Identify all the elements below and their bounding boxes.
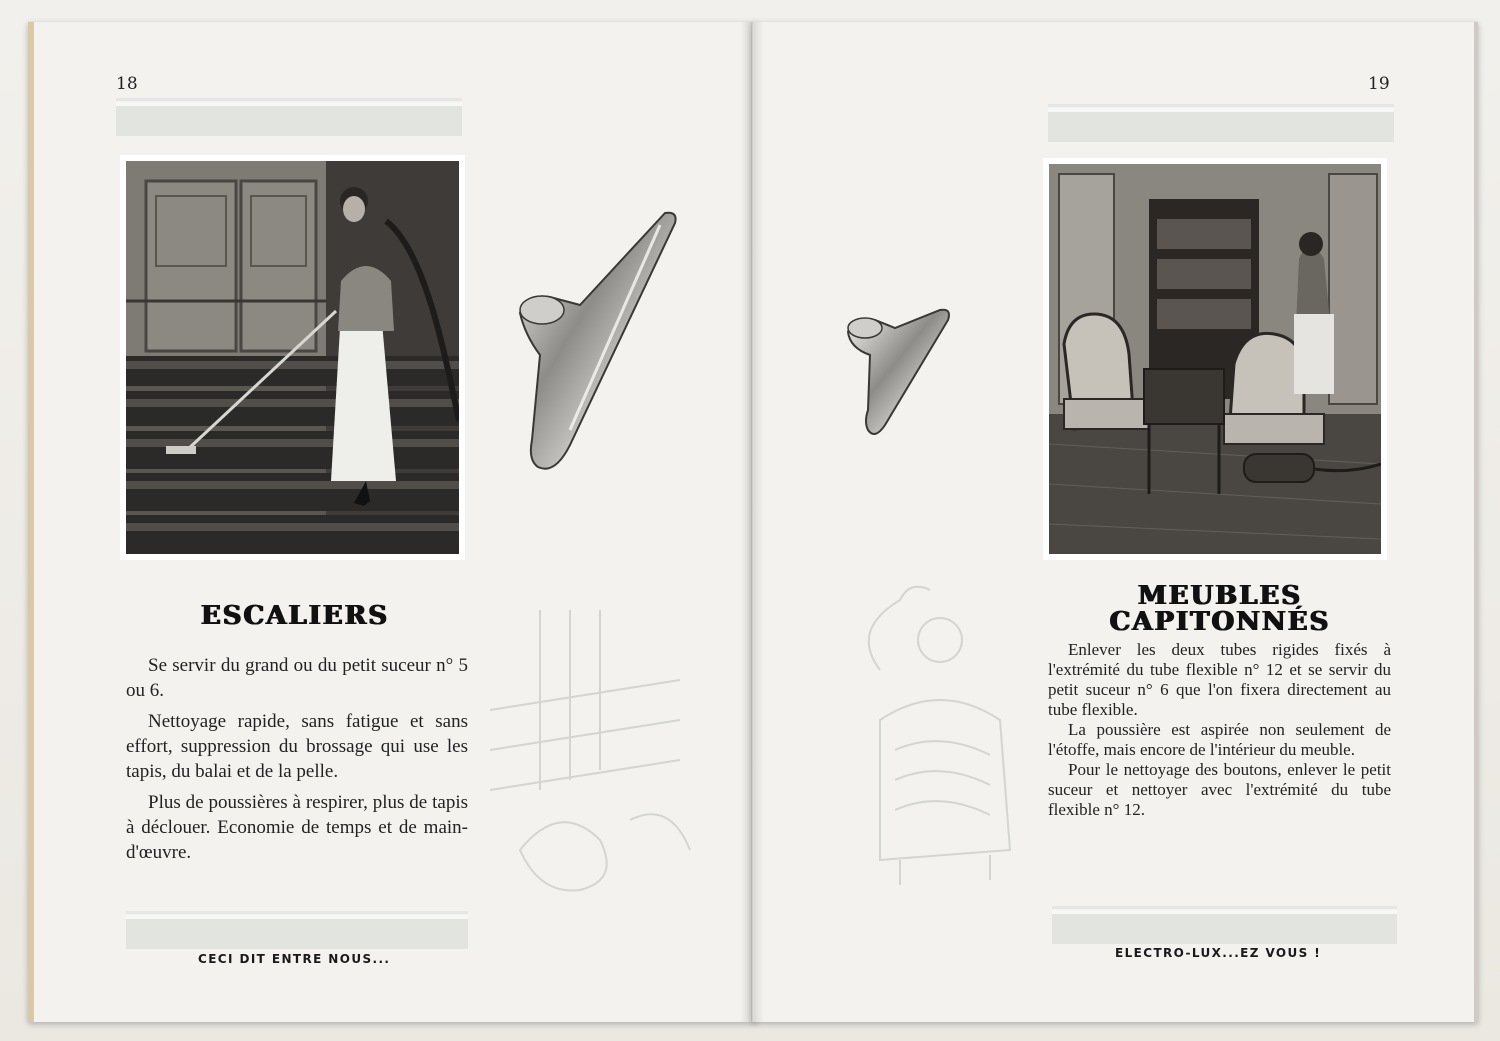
escaliers-paragraph: Se servir du grand ou du petit suceur n° 5 ou 6. bbox=[126, 655, 468, 701]
faded-stairs-sketch bbox=[480, 590, 710, 910]
page-number-left: 18 bbox=[116, 74, 138, 94]
header-band-right bbox=[1048, 108, 1394, 142]
meubles-paragraph: Enlever les deux tubes rigides fixés à l'extrémité du tube flexible n° 12 et se servir du petit suceur n° 6 que l'on fixera directement au tube flexible. bbox=[1048, 640, 1391, 719]
meubles-paragraph: La poussière est aspirée non seulement de l'étoffe, mais encore de l'intérieur du meuble. bbox=[1048, 720, 1391, 759]
book-gutter bbox=[740, 22, 764, 1022]
stairs-photo bbox=[120, 155, 465, 560]
escaliers-paragraph: Nettoyage rapide, sans fatigue et sans effort, suppression du brossage qui use les tapis, du balai et de la pelle. bbox=[126, 711, 468, 782]
header-band-left bbox=[116, 102, 462, 136]
page-number-right: 19 bbox=[1368, 74, 1390, 94]
faded-armchair-sketch bbox=[840, 570, 1040, 900]
escaliers-paragraph: Plus de poussières à respirer, plus de tapis à déclouer. Economie de temps et de main-d'œuvre. bbox=[126, 792, 468, 863]
meubles-paragraph: Pour le nettoyage des boutons, enlever le petit suceur et nettoyer avec l'extrémité du tube flexible n° 12. bbox=[1048, 760, 1391, 819]
footer-slogan-left: CECI DIT ENTRE NOUS... bbox=[198, 952, 391, 966]
small-nozzle-illustration bbox=[840, 300, 955, 440]
footer-band-left bbox=[126, 915, 468, 949]
armchair-photo bbox=[1043, 158, 1387, 560]
footer-slogan-right: ELECTRO-LUX...EZ VOUS ! bbox=[1115, 946, 1322, 960]
heading-escaliers: ESCALIERS bbox=[200, 601, 390, 631]
heading-meubles: MEUBLES bbox=[1137, 581, 1303, 611]
large-nozzle-illustration bbox=[510, 205, 685, 485]
meubles-text bbox=[1048, 640, 1391, 820]
escaliers-text bbox=[126, 653, 468, 871]
footer-band-right bbox=[1052, 910, 1397, 944]
heading-capitonnes: CAPITONNÉS bbox=[1109, 607, 1331, 637]
